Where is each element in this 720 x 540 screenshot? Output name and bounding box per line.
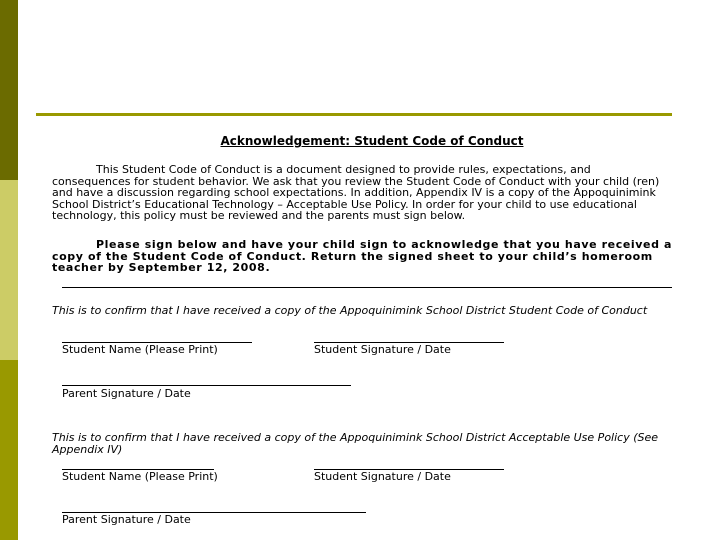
code-of-conduct-confirmation: This is to confirm that I have received a copy of the Appoquinimink School District Student Code of Conduct (52, 304, 648, 317)
sidebar-block-dark (0, 0, 18, 180)
parent-signature-line (62, 385, 351, 386)
parent-signature-label: Parent Signature / Date (62, 387, 191, 400)
parent-signature-label: Parent Signature / Date (62, 513, 191, 526)
sidebar-block-mid (0, 360, 18, 540)
acceptable-use-confirmation: This is to confirm that I have received a copy of the Appoquinimink School District Acceptable Use Policy (See Appendix IV) (52, 431, 659, 456)
header-divider (36, 113, 672, 116)
slide-sidebar (0, 0, 18, 540)
student-signature-label: Student Signature / Date (314, 470, 451, 483)
intro-paragraph-text: This Student Code of Conduct is a document designed to provide rules, expectations, and consequences for student behavior. We ask that you review the Student Code of Conduct with your child (ren) and have a discussion regarding school expectations. In addition, Appendix IV is a copy of the Appoquinimink School District’s Educational Technology – Acceptable Use Policy. In order for your child to use educational technology, this policy must be reviewed and the parents must sign below. (52, 163, 660, 222)
instruction-paragraph (52, 239, 672, 274)
student-name-label: Student Name (Please Print) (62, 343, 218, 356)
student-signature-label: Student Signature / Date (314, 343, 451, 356)
sidebar-block-light (0, 180, 18, 360)
document-title: Acknowledgement: Student Code of Conduct (220, 134, 524, 148)
student-name-label: Student Name (Please Print) (62, 470, 218, 483)
intro-paragraph (52, 164, 672, 222)
section-divider (62, 287, 672, 288)
instruction-paragraph-text: Please sign below and have your child sign to acknowledge that you have received a copy of the Student Code of Conduct. Return the signed sheet to your child’s homeroom teacher by September 12, 2008. (52, 238, 673, 274)
